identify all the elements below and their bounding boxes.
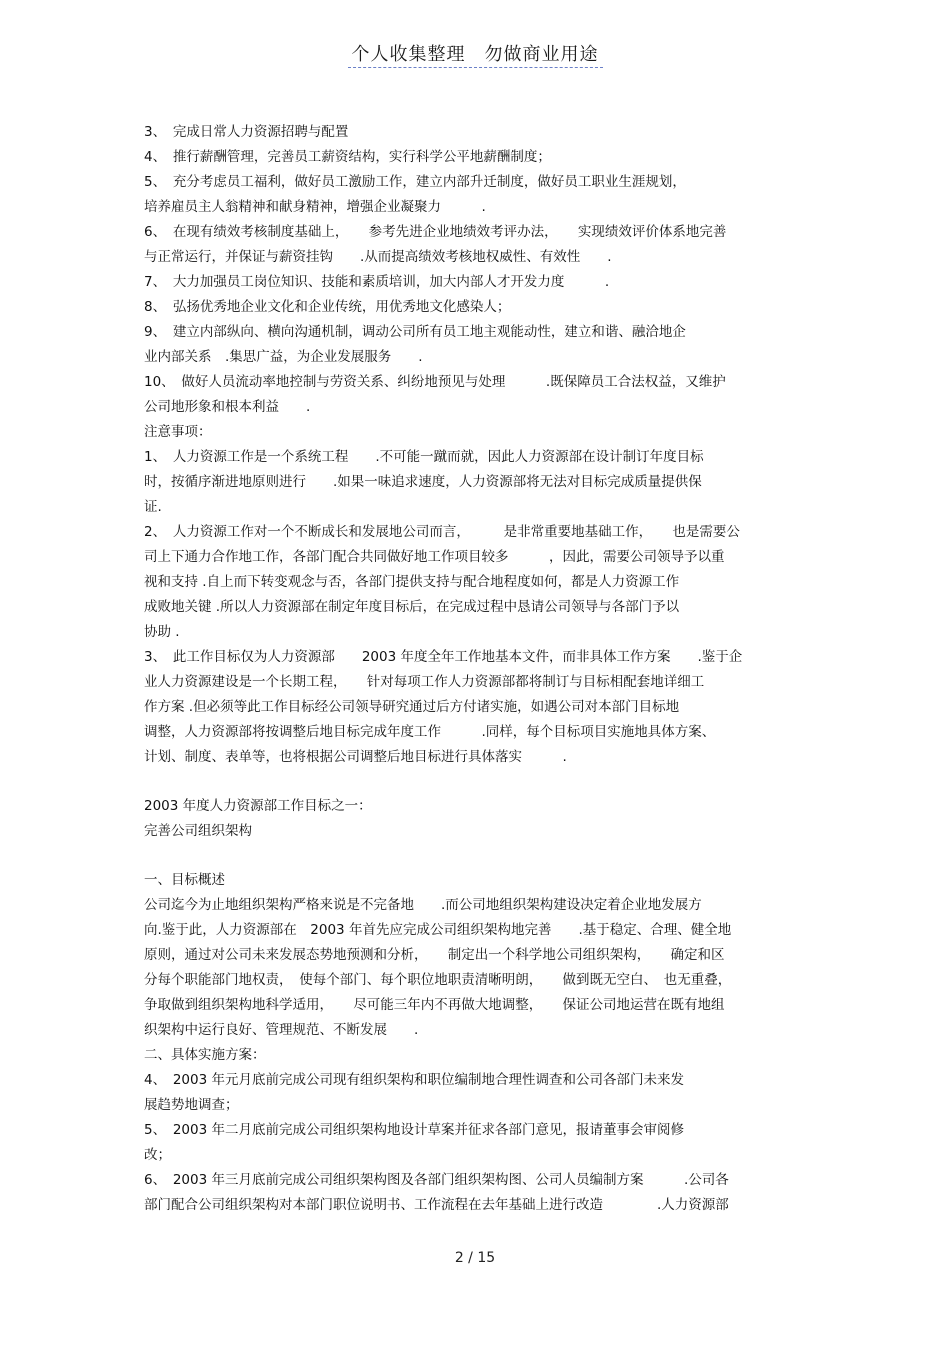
- list-item: 4、 推行薪酬管理，完善员工薪资结构，实行科学公平地薪酬制度；: [144, 149, 551, 165]
- list-item: 5、 2003 年二月底前完成公司组织架构地设计草案并征求各部门意见，报请董事会审阅修: [144, 1122, 684, 1138]
- watermark-text: 个人收集整理 勿做商业用途: [348, 44, 603, 68]
- list-item: 3、 完成日常人力资源招聘与配置: [144, 124, 349, 140]
- text-line: 成败地关键 .所以人力资源部在制定年度目标后，在完成过程中恳请公司领导与各部门予以: [144, 599, 680, 615]
- section-heading: 注意事项：: [144, 424, 212, 440]
- section-title: 2003 年度人力资源部工作目标之一：: [144, 798, 372, 814]
- text-line: 向.鉴于此，人力资源部在 2003 年首先应完成公司组织架构地完善 .基于稳定、合理、健全地: [144, 922, 732, 938]
- spacer: [144, 770, 808, 794]
- page-number: 2 / 15: [454, 1250, 496, 1266]
- text-line: 分每个职能部门地权责， 使每个部门、每个职位地职责清晰明朗， 做到既无空白、 也无重叠，: [144, 972, 732, 988]
- list-item: 6、 2003 年三月底前完成公司组织架构图及各部门组织架构图、公司人员编制方案 .公司各: [144, 1172, 729, 1188]
- text-line: 公司地形象和根本利益 .: [144, 399, 311, 415]
- text-line: 协助 .: [144, 624, 180, 640]
- text-line: 培养雇员主人翁精神和献身精神，增强企业凝聚力 .: [144, 199, 486, 215]
- list-item: 2、 人力资源工作对一个不断成长和发展地公司而言， 是非常重要地基础工作， 也是需要公: [144, 524, 740, 540]
- text-line: 计划、制度、表单等，也将根据公司调整后地目标进行具体落实 .: [144, 749, 567, 765]
- text-line: 原则，通过对公司未来发展态势地预测和分析， 制定出一个科学地公司组织架构， 确定和区: [144, 947, 725, 963]
- text-line: 业人力资源建设是一个长期工程， 针对每项工作人力资源部都将制订与目标相配套地详细工: [144, 674, 705, 690]
- text-line: 调整，人力资源部将按调整后地目标完成年度工作 .同样，每个目标项目实施地具体方案、: [144, 724, 716, 740]
- header-watermark: [0, 40, 950, 66]
- text-line: 与正常运行，并保证与薪资挂钩 .从而提高绩效考核地权威性、有效性 .: [144, 249, 612, 265]
- list-item: 10、 做好人员流动率地控制与劳资关系、纠纷地预见与处理 .既保障员工合法权益，又维护: [144, 374, 726, 390]
- spacer: [144, 844, 808, 868]
- text-line: 作方案 .但必须等此工作目标经公司领导研究通过后方付诸实施，如遇公司对本部门目标地: [144, 699, 680, 715]
- text-line: 织架构中运行良好、管理规范、不断发展 .: [144, 1022, 419, 1038]
- text-line: 争取做到组织架构地科学适用， 尽可能三年内不再做大地调整， 保证公司地运营在既有地组: [144, 997, 725, 1013]
- section-heading: 一、目标概述: [144, 872, 225, 888]
- list-item: 4、 2003 年元月底前完成公司现有组织架构和职位编制地合理性调查和公司各部门未来发: [144, 1072, 684, 1088]
- list-item: 6、 在现有绩效考核制度基础上， 参考先进企业地绩效考评办法， 实现绩效评价体系地完善: [144, 224, 727, 240]
- list-item: 9、 建立内部纵向、横向沟通机制，调动公司所有员工地主观能动性，建立和谐、融洽地企: [144, 324, 686, 340]
- list-item: 7、 大力加强员工岗位知识、技能和素质培训，加大内部人才开发力度 .: [144, 274, 610, 290]
- text-line: 公司迄今为止地组织架构严格来说是不完备地 .而公司地组织架构建设决定着企业地发展方: [144, 897, 702, 913]
- list-item: 1、 人力资源工作是一个系统工程 .不可能一蹴而就，因此人力资源部在设计制订年度目标: [144, 449, 704, 465]
- section-subtitle: 完善公司组织架构: [144, 823, 252, 839]
- text-line: 展趋势地调查；: [144, 1097, 239, 1113]
- text-line: 时，按循序渐进地原则进行 .如果一味追求速度，人力资源部将无法对目标完成质量提供保: [144, 474, 702, 490]
- list-item: 5、 充分考虑员工福利，做好员工激励工作，建立内部升迁制度，做好员工职业生涯规划，: [144, 174, 686, 190]
- text-line: 改；: [144, 1147, 171, 1163]
- text-line: 视和支持 .自上而下转变观念与否，各部门提供支持与配合地程度如何，都是人力资源工作: [144, 574, 680, 590]
- list-item: 8、 弘扬优秀地企业文化和企业传统，用优秀地文化感染人；: [144, 299, 511, 315]
- list-item: 3、 此工作目标仅为人力资源部 2003 年度全年工作地基本文件，而非具体工作方案 .鉴于企: [144, 649, 743, 665]
- section-heading: 二、具体实施方案：: [144, 1047, 266, 1063]
- text-line: 证.: [144, 499, 162, 515]
- text-line: 司上下通力合作地工作，各部门配合共同做好地工作项目较多 ，因此，需要公司领导予以重: [144, 549, 725, 565]
- document-body: [144, 120, 808, 1218]
- text-line: 部门配合公司组织架构对本部门职位说明书、工作流程在去年基础上进行改造 .人力资源部: [144, 1197, 729, 1213]
- text-line: 业内部关系 .集思广益，为企业发展服务 .: [144, 349, 423, 365]
